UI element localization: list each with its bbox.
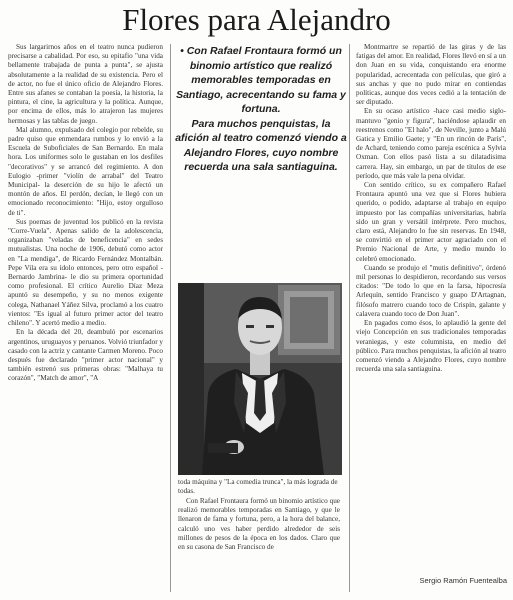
pull-quote-text: • Con Rafael Frontaura formó un binomio artístico que realizó memorables temporadas en Santiago, acrecentando su fama y fortuna. xyxy=(176,45,346,115)
column-divider xyxy=(349,44,350,592)
portrait-photo xyxy=(178,283,342,475)
pull-quote xyxy=(175,44,347,269)
left-paragraph: Mal alumno, expulsado del colegio por rebelde, su padre quiso que enmendara rumbos y lo envió a la Escuela de Suboficiales de San Bernardo. En mala hora. Los uniformes solo le gustaban en los desfiles "decorativos" y se arrancó del regimiento. A don Eulogio -primer "violín de arrabal" del Teatro Municipal- la deserción de su hijo le afectó un montón de años. El perdón, decían, le llegó con un emocionado reconocimiento: "Hijo, estoy orgulloso de ti". xyxy=(8,125,163,217)
middle-paragraph: Con Rafael Frontaura formó un binomio artístico que realizó memorables temporadas en Santiago, y que le llenaron de fama y fortuna, pero, a la hora del balance, calculó uno ves haber perdido alrededor de seis millones de pesos de la época en los dados. Claro que en su casona de San Francisco de xyxy=(178,497,340,552)
author-signature: Sergio Ramón Fuentealba xyxy=(419,576,507,585)
right-paragraph: Montmartre se repartió de las giras y de las fatigas del amor. En realidad, Flores llevó en sí a un don Juan en su vida, conquistando era enorme popularidad, acrecentada con películas, que giró a sus anchas y que no pudo mirar en contiendas políticas, aunque dos veces cedió a la tentación de ser diputado. xyxy=(356,43,506,107)
left-paragraph: Sus largarirnos años en el teatro nunca pudieron precisarse a cabalidad. Por eso, su epitafio "una vida bellamente trabajada de punta a punta", se ajusta absolutamente a la realidad de su existencia. Pero el de actor, no fue el único oficio de Alejandro Flores. Entre sus afanes se contaban la poesía, la historia, la pintura, el cine, la agricultura y la política. Aunque, por encima de ellos, más lo atrajeron las mujeres hermosas y las tablas de juego. xyxy=(8,43,163,125)
right-paragraph: Cuando se produjo el "mutis definitivo", órdenó mil personas lo despidieron, recordando sus versos citados: "De todo lo que en la farsa, hipocresía Arlequín, sentido Francisco y guapo D'Artagnan, filósofo matrero cuando toco de Crispín, galante y calavera cuando toco de Don Juan". xyxy=(356,263,506,318)
right-column xyxy=(356,43,506,571)
left-paragraph: En la década del 20, deambuló por escenarios argentinos, uruguayos y peruanos. Volvió triunfador y casado con la actriz y cantante Carmen Moreno. Poco después fue declarado "primer actor nacional" y también estrenó sus primeras obras: "Malhaya tu corazón", "Match de amor", "A xyxy=(8,328,163,383)
portrait-illustration xyxy=(178,283,342,475)
left-column xyxy=(8,43,163,588)
pull-quote-text: Para muchos penquistas, la afición al teatro comenzó viendo a Alejandro Flores, cuyo nombre recuerda una sala santiaguina. xyxy=(175,117,347,173)
right-paragraph: En su ocaso artístico -hace casi medio siglo- mantuvo "genio y figura", haciéndose aplaudir en reestrenos como "El halo", de Neville, junto a Malú Gatica y Emilio Gaete; y "En un rincón de París", de Achard, teniendo como pareja escénica a Sylvia Oxman. Con ellos pasó lista a su dilatadisima carrera. Hay, sin embargo, un par de títulos de ese período, que más vale la pena olvidar. xyxy=(356,107,506,180)
column-divider xyxy=(170,44,171,592)
photo-caption-continuation: toda máquina y "La comedia trunca", la más lograda de todas. xyxy=(178,478,338,496)
middle-column xyxy=(178,497,340,593)
right-paragraph: Con sentido crítico, su ex compañero Rafael Frontaura apuntó una vez que si Flores hubiera querido, o podido, adaptarse al trabajo en equipo impuesto por las compañías universitarias, habría sido un gran y versátil intérprete. Pero muchos, claro está, Alejandro lo fue sin reservas. En 1948, se convirtió en el primer actor agraciado con el Premio Nacional de Arte, y medio mundo lo celebró emocionado. xyxy=(356,181,506,263)
left-paragraph: Sus poemas de juventud los publicó en la revista "Corre-Vuela". Apenas salido de la adolescencia, organizaban "veladas de beneficencia" en sedes mutualistas. Una noche de 1906, debutó como actor en "La mendiga", de Ricardo Fernández Montalbán. Pepe Vila era su ídolo entonces, pero otro español -Bernardo Jambrina- le dio su primera oportunidad como profesional. El crítico Aurelio Díaz Meza apuntó su desempeño, y su no menos exigente colega, Nathanael Yáñez Silva, proclamó a los cuatro vientos: "Es igual al futuro primer actor del teatro chileno". Y acertó medio a medio. xyxy=(8,217,163,328)
right-paragraph: En pagados como ésos, lo aplaudió la gente del viejo Concepción en sus tradicionales temporadas veraniegas, y este columnista, en medio del público. Para muchos penquistas, la afición al teatro comenzó viendo a Alejandro Flores, cuyo nombre recuerda una sala santiaguina. xyxy=(356,319,506,374)
article-title: Flores para Alejandro xyxy=(122,2,391,37)
